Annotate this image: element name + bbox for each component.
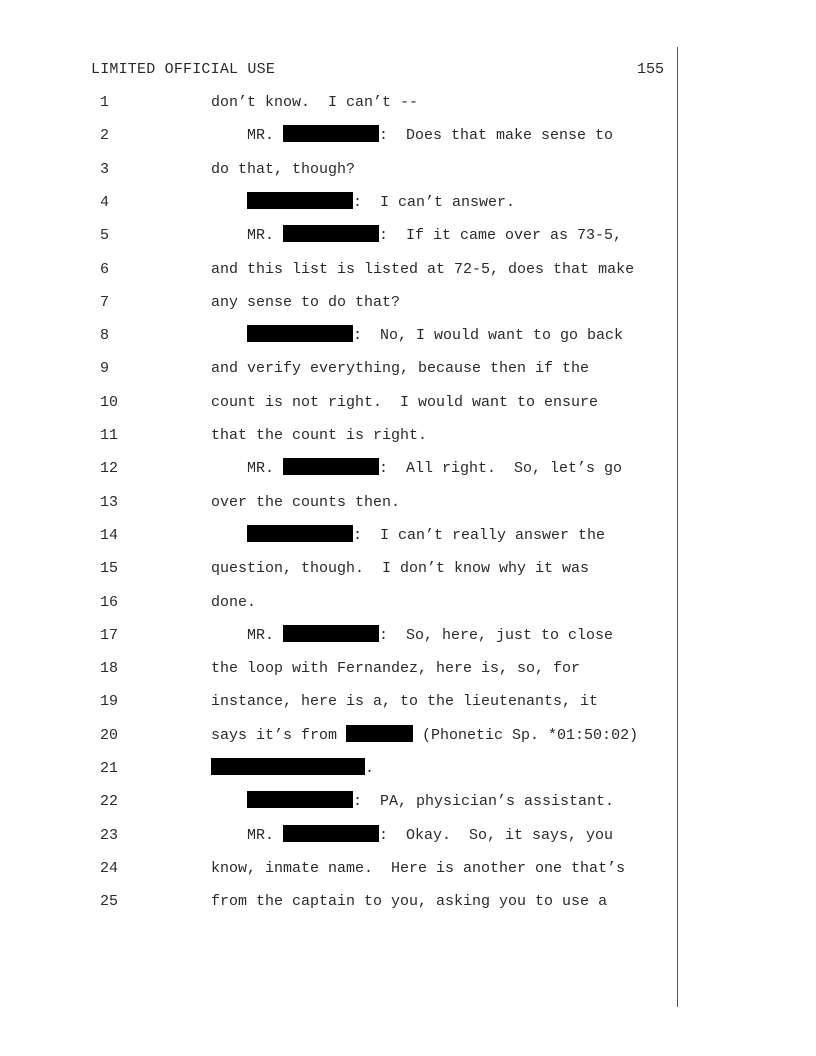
line-text-segment: that the count is right. bbox=[211, 427, 428, 444]
line-text-segment: don’t know. I can’t -- bbox=[211, 94, 419, 111]
line-number: 6 bbox=[100, 260, 110, 278]
line-text bbox=[211, 558, 589, 580]
line-number: 14 bbox=[100, 526, 119, 544]
line-text bbox=[211, 458, 622, 480]
line-text-segment: done. bbox=[211, 593, 257, 611]
line-number: 21 bbox=[100, 760, 119, 777]
line-text-segment: MR. bbox=[211, 227, 284, 245]
line-text-segment: : If it came over as 73-5, bbox=[379, 227, 623, 245]
line-text-segment bbox=[211, 527, 247, 544]
redaction-box bbox=[283, 625, 379, 642]
line-text bbox=[211, 192, 515, 214]
line-text bbox=[211, 259, 634, 281]
line-number: 18 bbox=[100, 660, 119, 678]
line-number: 13 bbox=[100, 493, 119, 511]
line-text bbox=[211, 392, 598, 414]
line-number: 24 bbox=[100, 859, 119, 877]
line-number: 5 bbox=[100, 227, 110, 245]
line-text bbox=[211, 225, 622, 247]
line-text-segment: over the counts then. bbox=[211, 493, 401, 511]
redaction-box bbox=[283, 125, 379, 142]
redaction-box bbox=[247, 325, 353, 342]
line-number: 19 bbox=[100, 693, 119, 711]
line-text-segment: says it’s from bbox=[211, 726, 347, 744]
right-margin-rule bbox=[677, 47, 678, 1007]
line-text bbox=[211, 92, 418, 114]
line-number: 9 bbox=[100, 360, 110, 378]
line-text-segment: : Does that make sense to bbox=[379, 127, 614, 145]
line-number: 15 bbox=[100, 560, 119, 578]
line-text bbox=[211, 125, 613, 147]
line-text-segment: any sense to do that? bbox=[211, 293, 401, 311]
line-text bbox=[211, 492, 400, 514]
line-text-segment bbox=[211, 194, 247, 211]
line-text-segment: MR. bbox=[211, 460, 284, 478]
line-text bbox=[211, 758, 374, 780]
line-number: 17 bbox=[100, 626, 119, 644]
line-number: 7 bbox=[100, 293, 110, 311]
line-text-segment: know, inmate name. Here is another one that’s bbox=[211, 859, 626, 877]
line-number: 20 bbox=[100, 726, 119, 744]
line-number: 23 bbox=[100, 826, 119, 844]
line-text-segment: the loop with Fernandez, here is, so, for bbox=[211, 660, 581, 678]
line-text-segment: do that, though? bbox=[211, 160, 356, 178]
line-number: 2 bbox=[100, 127, 110, 145]
line-number: 1 bbox=[100, 94, 110, 111]
line-text bbox=[211, 825, 613, 847]
line-text-segment: and verify everything, because then if the bbox=[211, 360, 590, 378]
line-text-segment: from the captain to you, asking you to use a bbox=[211, 893, 608, 911]
line-text-segment: : I can’t answer. bbox=[353, 193, 516, 211]
line-text bbox=[211, 292, 400, 314]
line-text bbox=[211, 858, 625, 880]
line-text bbox=[211, 725, 638, 747]
line-text-segment: : No, I would want to go back bbox=[353, 327, 624, 345]
line-text bbox=[211, 358, 589, 380]
line-text bbox=[211, 691, 598, 713]
classification-header: LIMITED OFFICIAL USE bbox=[91, 61, 276, 78]
line-number: 12 bbox=[100, 460, 119, 478]
line-text-segment: : PA, physician’s assistant. bbox=[353, 793, 615, 811]
line-text-segment bbox=[211, 793, 247, 810]
line-text-segment: MR. bbox=[211, 127, 284, 145]
line-text-segment: MR. bbox=[211, 626, 284, 644]
line-number: 11 bbox=[100, 427, 119, 444]
line-text bbox=[211, 159, 355, 181]
line-number: 8 bbox=[100, 327, 110, 345]
line-text bbox=[211, 625, 613, 647]
line-text bbox=[211, 891, 607, 913]
line-text-segment: : All right. So, let’s go bbox=[379, 460, 623, 478]
redaction-box bbox=[211, 758, 365, 775]
line-text bbox=[211, 791, 614, 813]
line-number: 22 bbox=[100, 793, 119, 811]
redaction-box bbox=[283, 825, 379, 842]
page-number: 155 bbox=[637, 61, 665, 78]
line-text-segment: : So, here, just to close bbox=[379, 626, 614, 644]
line-text-segment: instance, here is a, to the lieutenants, it bbox=[211, 693, 599, 711]
line-text-segment: count is not right. I would want to ensure bbox=[211, 393, 599, 411]
redaction-box bbox=[247, 192, 353, 209]
line-text bbox=[211, 525, 605, 547]
redaction-box bbox=[346, 725, 413, 742]
line-text bbox=[211, 425, 427, 447]
line-text bbox=[211, 592, 256, 614]
line-text bbox=[211, 325, 623, 347]
redaction-box bbox=[283, 225, 379, 242]
line-text-segment: : I can’t really answer the bbox=[353, 526, 606, 544]
line-text-segment: and this list is listed at 72-5, does that make bbox=[211, 260, 635, 278]
line-text-segment: : Okay. So, it says, you bbox=[379, 826, 614, 844]
line-number: 10 bbox=[100, 393, 119, 411]
line-text-segment: MR. bbox=[211, 826, 284, 844]
redaction-box bbox=[247, 525, 353, 542]
redaction-box bbox=[283, 458, 379, 475]
line-number: 16 bbox=[100, 593, 119, 611]
line-number: 25 bbox=[100, 893, 119, 911]
line-text-segment: question, though. I don’t know why it was bbox=[211, 560, 590, 578]
line-text-segment: . bbox=[365, 760, 375, 777]
redaction-box bbox=[247, 791, 353, 808]
line-text-segment bbox=[211, 327, 247, 344]
line-text bbox=[211, 658, 580, 680]
line-number: 4 bbox=[100, 193, 110, 211]
line-text-segment: (Phonetic Sp. *01:50:02) bbox=[413, 726, 639, 744]
line-number: 3 bbox=[100, 160, 110, 178]
